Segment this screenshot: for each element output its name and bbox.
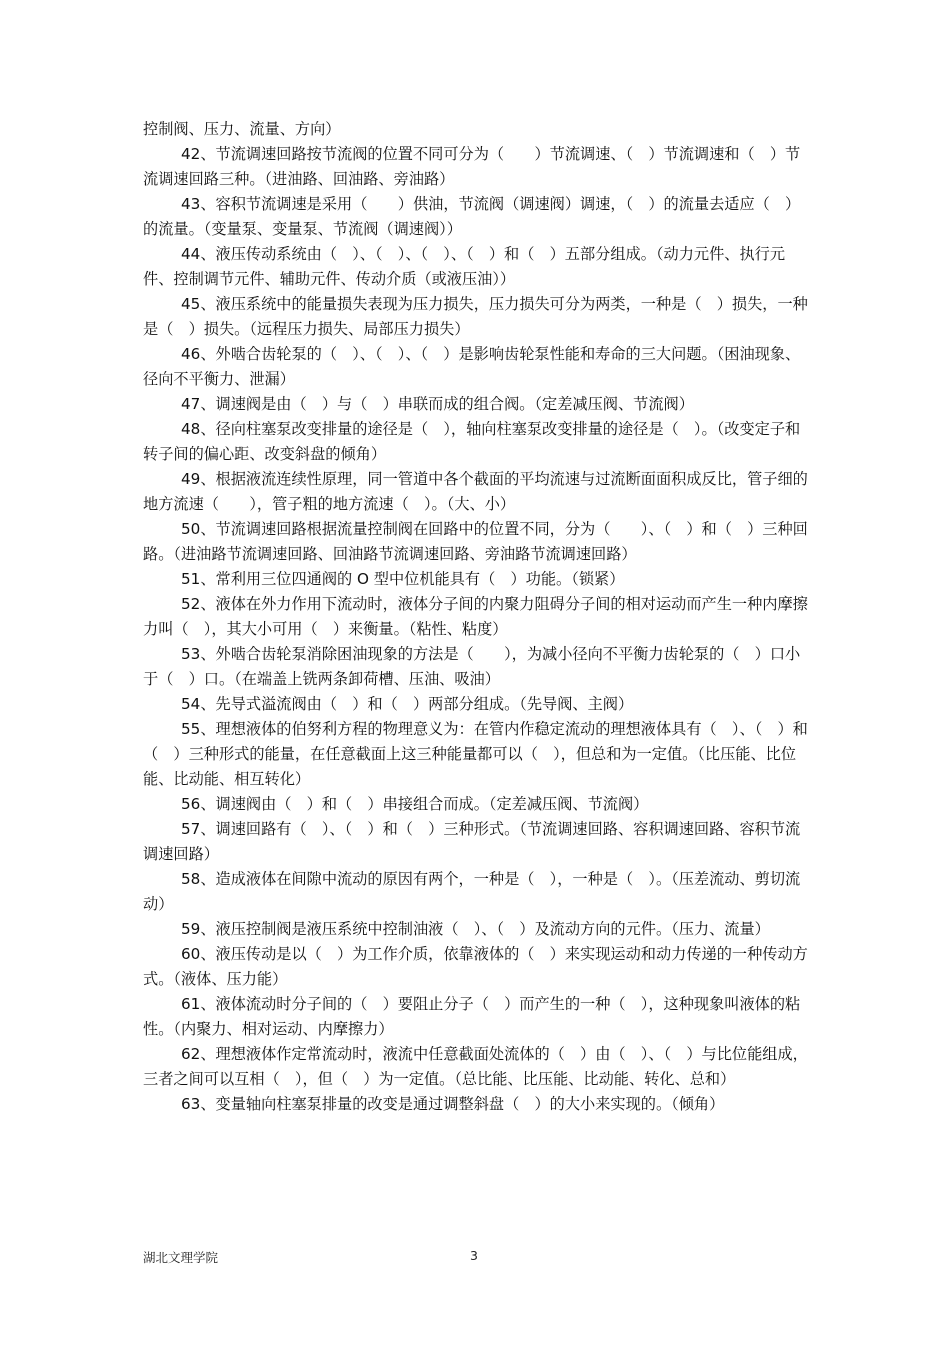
question-text: 52、液体在外力作用下流动时，液体分子间的内聚力阻碍分子间的相对运动而产生一种内摩擦力叫（ ），其大小可用（ ）来衡量。（粘性、粘度） <box>143 595 808 638</box>
question-text: 56、调速阀由（ ）和（ ）串接组合而成。（定差减压阀、节流阀） <box>181 795 649 813</box>
footer-school-name: 湖北文理学院 <box>143 1250 219 1265</box>
question-text: 51、常利用三位四通阀的 O 型中位机能具有（ ）功能。（锁紧） <box>181 570 625 588</box>
question-text: 49、根据液流连续性原理，同一管道中各个截面的平均流速与过流断面面积成反比，管子细的地方流速（ ），管子粗的地方流速（ ）。（大、小） <box>143 470 808 513</box>
question-text: 42、节流调速回路按节流阀的位置不同可分为（ ）节流调速、（ ）节流调速和（ ）节流调速回路三种。（进油路、回油路、旁油路） <box>143 145 801 188</box>
question-text: 58、造成液体在间隙中流动的原因有两个，一种是（ ），一种是（ ）。（压差流动、剪切流动） <box>143 870 801 913</box>
question-text: 55、理想液体的伯努利方程的物理意义为：在管内作稳定流动的理想液体具有（ ）、（ ）和（ ）三种形式的能量，在任意截面上这三种能量都可以（ ），但总和为一定值。（比压能、比位能、比动能、相互转化） <box>143 720 808 788</box>
question-text: 45、液压系统中的能量损失表现为压力损失，压力损失可分为两类，一种是（ ）损失，一种是（ ）损失。（远程压力损失、局部压力损失） <box>143 295 808 338</box>
page-number: 3 <box>470 1248 478 1263</box>
question-text: 47、调速阀是由（ ）与（ ）串联而成的组合阀。（定差减压阀、节流阀） <box>181 395 694 413</box>
question-text: 61、液体流动时分子间的（ ）要阻止分子（ ）而产生的一种（ ），这种现象叫液体的粘性。（内聚力、相对运动、内摩擦力） <box>143 995 801 1038</box>
question-text: 57、调速回路有（ ）、（ ）和（ ）三种形式。（节流调速回路、容积调速回路、容积节流调速回路） <box>143 820 801 863</box>
question-text: 50、节流调速回路根据流量控制阀在回路中的位置不同，分为（ ）、（ ）和（ ）三种回路。（进油路节流调速回路、回油路节流调速回路、旁油路节流调速回路） <box>143 520 808 563</box>
question-text: 控制阀、压力、流量、方向） <box>143 120 341 138</box>
question-text: 44、液压传动系统由（ ）、（ ）、（ ）、（ ）和（ ）五部分组成。（动力元件、执行元件、控制调节元件、辅助元件、传动介质（或液压油）） <box>143 245 786 288</box>
question-text: 60、液压传动是以（ ）为工作介质，依靠液体的（ ）来实现运动和动力传递的一种传动方式。（液体、压力能） <box>143 945 808 988</box>
question-text: 59、液压控制阀是液压系统中控制油液（ ）、（ ）及流动方向的元件。（压力、流量） <box>181 920 770 938</box>
question-text: 62、理想液体作定常流动时，液流中任意截面处流体的（ ）由（ ）、（ ）与比位能组成，三者之间可以互相（ ），但（ ）为一定值。（总比能、比压能、比动能、转化、总和） <box>143 1045 808 1088</box>
question-text: 63、变量轴向柱塞泵排量的改变是通过调整斜盘（ ）的大小来实现的。（倾角） <box>181 1095 725 1113</box>
question-text: 53、外啮合齿轮泵消除困油现象的方法是（ ），为减小径向不平衡力齿轮泵的（ ）口小于（ ）口。（在端盖上铣两条卸荷槽、压油、吸油） <box>143 645 801 688</box>
question-text: 54、先导式溢流阀由（ ）和（ ）两部分组成。（先导阀、主阀） <box>181 695 634 713</box>
question-text: 43、容积节流调速是采用（ ）供油，节流阀（调速阀）调速，（ ）的流量去适应（ ）的流量。（变量泵、变量泵、节流阀（调速阀）） <box>143 195 801 238</box>
question-text: 46、外啮合齿轮泵的（ ）、（ ）、（ ）是影响齿轮泵性能和寿命的三大问题。（困油现象、径向不平衡力、泄漏） <box>143 345 801 388</box>
question-list <box>143 117 811 1117</box>
question-text: 48、径向柱塞泵改变排量的途径是（ ），轴向柱塞泵改变排量的途径是（ ）。（改变定子和转子间的偏心距、改变斜盘的倾角） <box>143 420 801 463</box>
